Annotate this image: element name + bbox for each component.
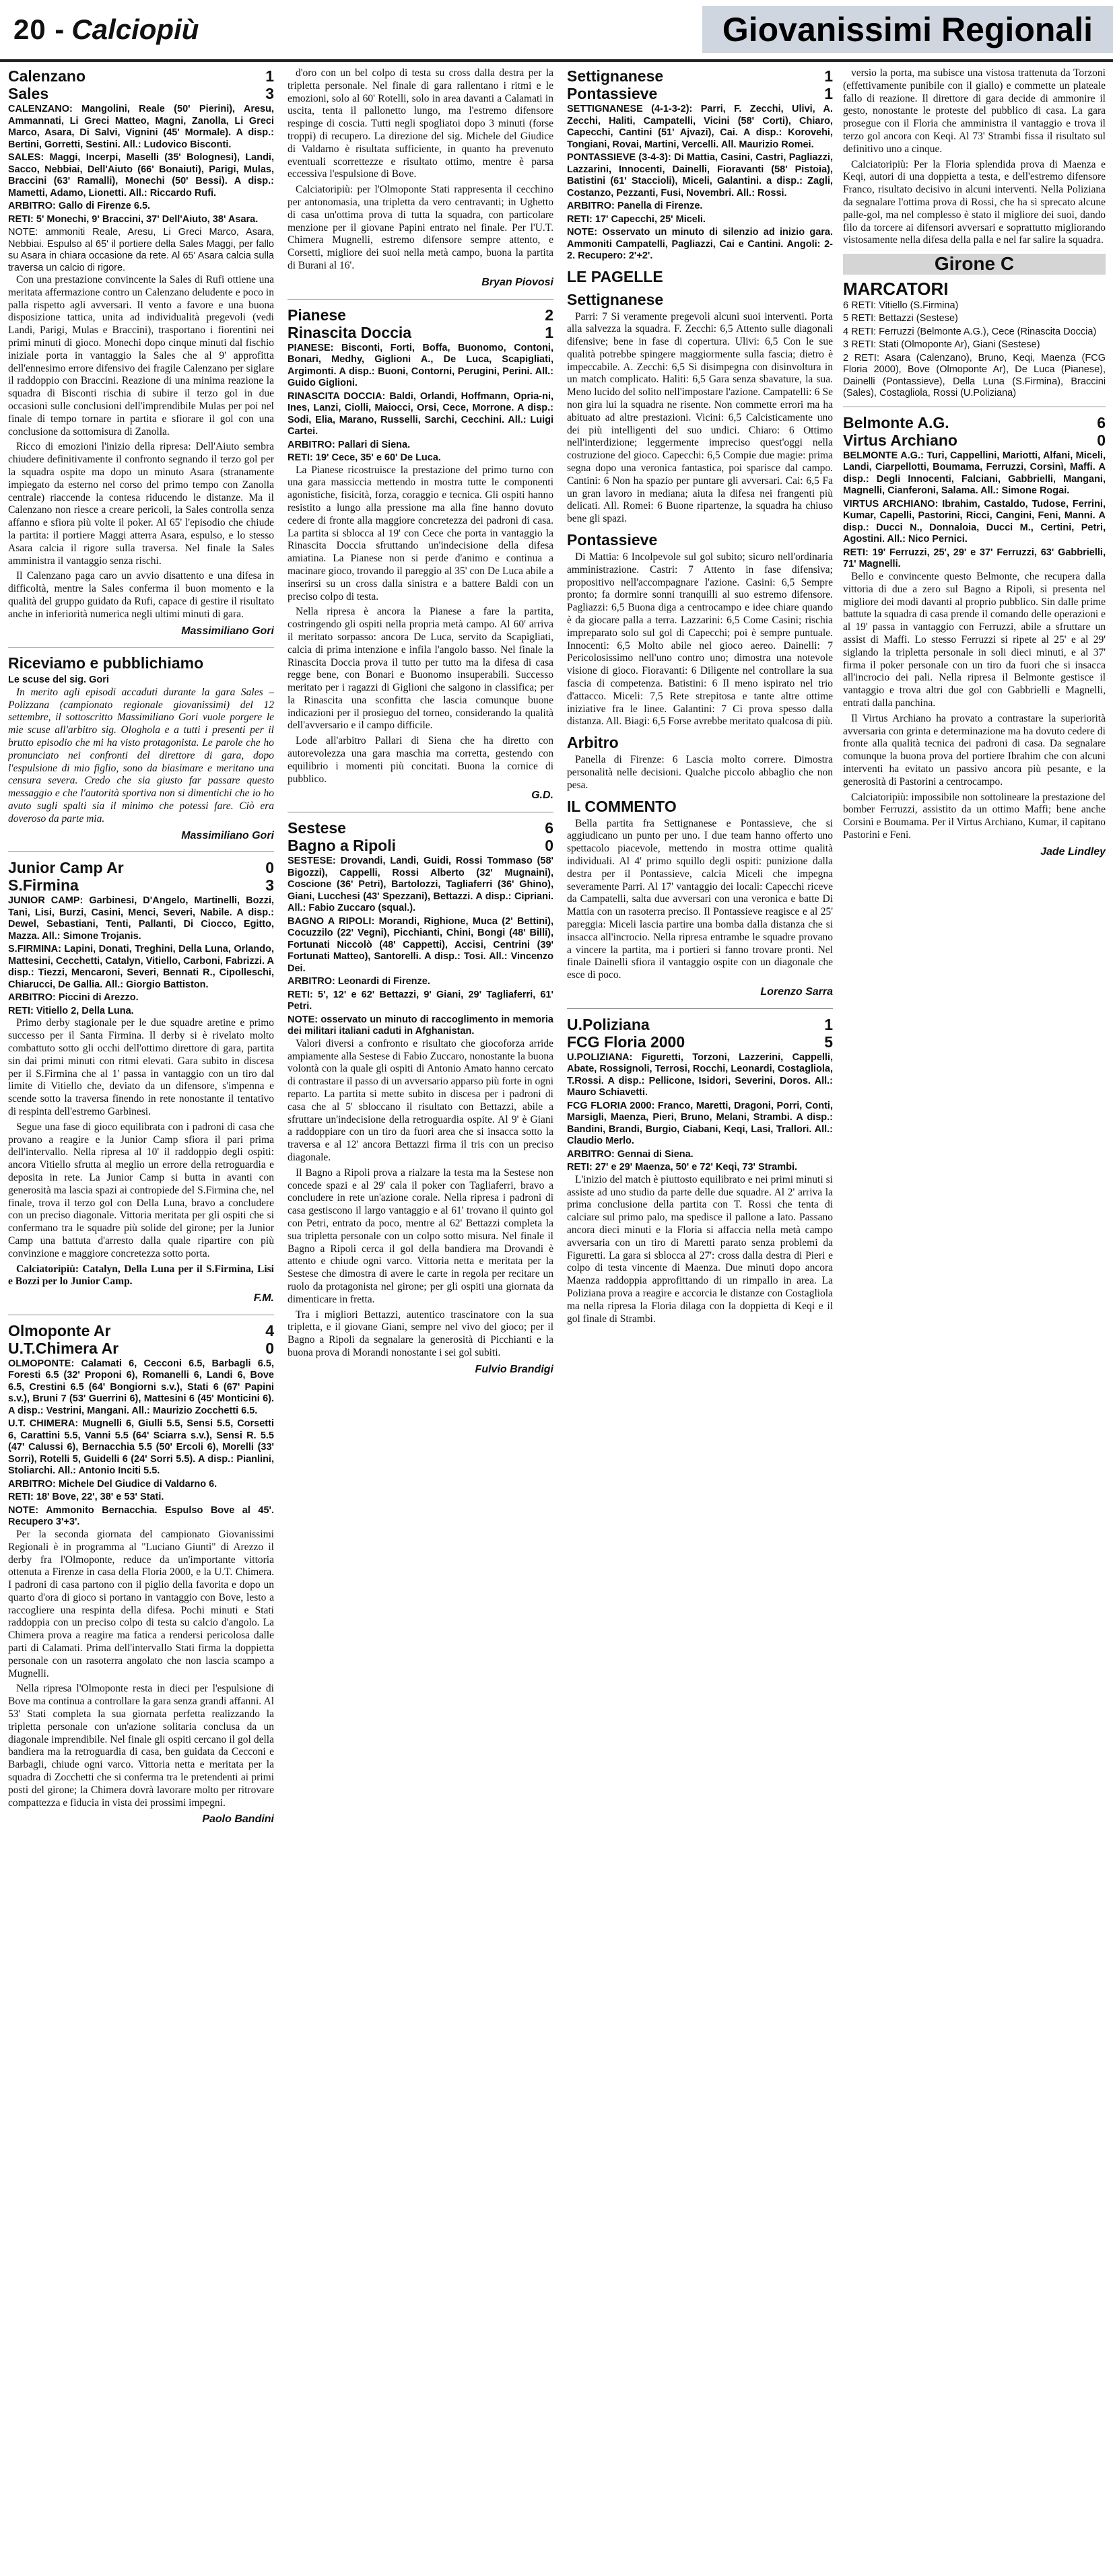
scorers-list <box>843 300 1106 400</box>
author-signature: Massimiliano Gori <box>181 829 274 841</box>
author-signature: G.D. <box>531 790 553 802</box>
article-paragraph: La Pianese ricostruisce la prestazione del primo turno con una gara massiccia mettendo in mostra tutte le componenti agonistiche, fisicità, forza, coraggio e tecnica. Gli ospiti hanno resistito a lungo alla pressione ma alla fine hanno dovuto cedere di fronte alla maggiore concretezza dei padroni di casa. La partita si sblocca al 19' con Cece che porta in vantaggio la Rinascita Doccia sfruttando un'indecisione della difesa amiatina. La Pianese non si perde d'animo e continua a macinare gioco, trovando il pareggio al 35' con De Luca abile a inserirsi su un cross dalla sinistra e a battere Baldi con un preciso colpo di testa. <box>288 464 553 602</box>
team-away: Rinascita Doccia <box>288 323 412 341</box>
score-home: 6 <box>545 819 553 837</box>
goals: RETI: Vitiello 2, Della Luna. <box>8 1005 134 1016</box>
team-home: Olmoponte Ar <box>8 1321 111 1339</box>
team-home: Pianese <box>288 306 346 324</box>
divider <box>8 851 274 852</box>
score-away: 0 <box>1097 431 1106 449</box>
team-home: Calenzano <box>8 67 86 85</box>
lineup-away: FCG FLORIA 2000: Franco, Maretti, Dragoni, Porri, Conti, Marsigli, Maenza, Pieri, Bruno, Melani, Strambi. A disp.: Bandini, Brandi, Burgio, Ciabani, Keqi, Lasi, Trallori. All.: Claudio Merlo. <box>567 1100 833 1147</box>
match-calenzano-sales <box>8 67 274 102</box>
goals: RETI: 19' Cece, 35' e 60' De Luca. <box>288 452 441 464</box>
author-signature: Massimiliano Gori <box>181 625 274 637</box>
goals: RETI: 18' Bove, 22', 38' e 53' Stati. <box>8 1492 164 1503</box>
team-ratings-heading: Pontassieve <box>567 531 658 549</box>
article-paragraph: Nella ripresa è ancora la Pianese a fare la partita, costringendo gli ospiti nella propria metà campo. Al 60' arriva il meritato sorpasso: ancora De Luca, servito da Scapigliati, calcia di prima intenzione e infila l'angolo basso. Nel finale la Rinascita Doccia prova il tutto per tutto ma la difesa di casa regge bene, con Bonari e Buonomo insuperabili. Successo meritato per i ragazzi di Giglioni che salgono in classifica; per la Rinascita una sconfitta che lascia comunque buone indicazioni per il prosieguo del torneo, considerando la qualità dell'avversario e il campo difficile. <box>288 606 553 732</box>
team-home: Belmonte A.G. <box>843 413 949 431</box>
match-pianese-doccia <box>288 306 553 341</box>
column-4 <box>843 67 1106 2565</box>
team-ratings: Di Mattia: 6 Incolpevole sul gol subito; sicuro nell'ordinaria amministrazione. Castri: 7 Attento in fase difensiva; propositivo nell'accompagnare l'azione. Casini: 6,5 Sempre pronto; fa dormire sonni tranquilli al suo estremo difensore. Pagliazzi: 6,5 Buona diga a centrocampo e idee chiare quando è da giocare palla a terra. Lazzarini: 6,5 Come Casini; rischia impreparato solo sul gol di Capecchi; poi è sempre puntuale. Innocenti: 6,5 Molto abile nel gioco aereo. Dainelli: 7 Pericolosissimo nell'uno contro uno; dimostra una notevole visione di gioco. Fioravanti: 6 Diligente nel controllare la sua fascia di competenza. Batistini: 6 Il meno ispirato nel trio d'attacco. Miceli: 7,5 Rete strepitosa e tante altre ottime iniziative fra le linee. Galantini: 7 Ci prova spesso dalla distanza. All. Biagi: 6,5 Forse avrebbe meritato qualcosa di più. <box>567 551 833 728</box>
article-paragraph: Calciatoripiù: per l'Olmoponte Stati rappresenta il cecchino per antonomasia, una tripletta da vero centravanti; in Ughetto di casa un'ottima prova di tutta la squadra, con particolare menzione per il giovane Papini entrato nel finale. Per l'U.T. Chimera Mugnelli, estremo difensore sempre attento, e Corsetti, migliore dei suoi nella metà campo, buona la partita di Burani al 16'. <box>288 184 553 271</box>
article-paragraph: Per la seconda giornata del campionato Giovanissimi Regionali è in programma al "Luciano Giunti" di Arezzo il derby fra l'Olmoponte, reduce da un'importante vittoria ottenuta a Firenze in casa della Floria 2000, e la U.T. Chimera. I padroni di casa partono con il piglio della favorita e dopo un quarto d'ora di gioco si portano in vantaggio con Bove, lesto a raccogliere una respinta della difesa. Pochi minuti e Stati raddoppia con un preciso colpo di testa su calcio d'angolo. La Chimera prova a reagire ma fatica a rendersi pericolosa dalle parti di Calamati. Prima dell'intervallo Stati firma la doppietta personale con un rasoterra angolato che non lascia scampo a Mugnelli. <box>8 1528 274 1679</box>
lineup-away: BAGNO A RIPOLI: Morandi, Righione, Muca (2' Bettini), Cocuzzilo (22' Vegni), Picchianti, Chini, Bongi (48' Billi), Fortunati Niccolò (48' Cappetti), Accisi, Centrini (39' Fortunati Matteo), Santorelli. A disp.: Tosi. All.: Vincenzo Dei. <box>288 915 553 974</box>
article-paragraph: versio la porta, ma subisce una vistosa trattenuta da Torzoni (effettivamente punibile con il giallo) e commette un plateale fallo di reazione. Il direttore di gara decide di ammonire il gesto, nonostante le proteste del pubblico di casa. La gara prosegue con il Floria che amministra il vantaggio e trova il terzo gol ancora con Keqi. Al 73' Strambi fissa il risultato sul definitivo uno a cinque. <box>843 67 1106 155</box>
score-away: 0 <box>545 837 553 855</box>
article-paragraph: Bello e convincente questo Belmonte, che recupera dalla vittoria di due a zero sul Bagno a Ripoli, si presenta nel migliore dei modi davanti al proprio pubblico. Sin dalle prime battute la squadra di casa prende il comando delle operazioni e al 19' passa in vantaggio con Ferruzzi, abile a sfruttare un assist di Maffi. Lo stesso Ferruzzi si ripete al 25' e al 29' siglando la tripletta personale in soli dieci minuti, e al 37' firma il poker personale con un tiro da fuori che si insacca all'incrocio dei pali. Nella ripresa il Belmonte gestisce il vantaggio e trova altri due gol con Gabbrielli e Magnelli, entrati dalla panchina. <box>843 570 1106 709</box>
scorers-item: 4 RETI: Ferruzzi (Belmonte A.G.), Cece (Rinascita Doccia) <box>843 326 1097 337</box>
article-paragraph: Lode all'arbitro Pallari di Siena che ha diretto con autorevolezza una gara maschia ma corretta, gestendo con equilibrio i momenti più concitati. Buona la cornice di pubblico. <box>288 735 553 785</box>
page-number: 20 - <box>13 13 65 45</box>
team-home: Junior Camp Ar <box>8 859 124 877</box>
article-paragraph: Nella ripresa l'Olmoponte resta in dieci per l'espulsione di Bove ma continua a controllare la gara senza grandi affanni. Al 53' Stati completa la sua giornata perfetta realizzando la tripletta personale con un'azione solitaria conclusa da un diagonale imprendibile. Nel finale gli ospiti cercano il gol della bandiera ma la retroguardia di casa, ben guidata da Cecconi e Barbagli, chiude ogni varco. Vittoria netta e meritata per la squadra di Zocchetti che si conferma tra le pretendenti ai primi posti del girone; la Chimera dovrà lavorare molto per ritrovare compattezza e fiducia in vista dei prossimi impegni. <box>8 1683 274 1809</box>
box-lead: Le scuse del sig. Gori <box>8 674 109 686</box>
match-olmoponte-chimera <box>8 1322 274 1357</box>
divider <box>8 647 274 648</box>
article-paragraph: Valori diversi a confronto e risultato che giocoforza arride ampiamente alla Sestese di Fabio Zuccaro, nonostante la buona volontà con la quale gli ospiti di Antonio Amato hanno cercato di contrastare il passo di un avversario apparso più forte in ogni reparto. La partita si mette subito in discesa per i padroni di casa che al 5' sbloccano il risultato con Bettazzi, abile a sfruttare un'indecisione della retroguardia ospite. Al 9' è Giani a raddoppiare con un tiro da fuori area che si insacca sotto la traversa e al 12' ancora Bettazzi firma il tris con un preciso diagonale. <box>288 1037 553 1163</box>
article-columns <box>8 67 1106 2571</box>
comment-heading: IL COMMENTO <box>567 797 677 815</box>
lineup-home: U.POLIZIANA: Figuretti, Torzoni, Lazzerini, Cappelli, Abate, Rossignoli, Terrosi, Rocchi, Leonardi, Costagliola, T.Rossi. A disp.: Pellicone, Isidori, Severini, Doros. All.: Mauro Schiavetti. <box>567 1051 833 1099</box>
lineup-away: SALES: Maggi, Incerpi, Maselli (35' Bolognesi), Landi, Sacco, Nebbiai, Dell'Aiuto (66' Bonaiuti), Parigi, Mulas, Braccini (63' Ramalli), Monechi (50' Bessi). A disp.: Mametti, Adamo, Lionetti. All.: Riccardo Rufi. <box>8 152 274 199</box>
referee: ARBITRO: Gennai di Siena. <box>567 1148 694 1160</box>
scorers-item: 6 RETI: Vitiello (S.Firmina) <box>843 300 959 311</box>
score-away: 3 <box>265 85 274 102</box>
referee: ARBITRO: Piccini di Arezzo. <box>8 992 139 1004</box>
match-notes: NOTE: ammoniti Reale, Aresu, Li Greci Marco, Asara, Nebbiai. Espulso al 65' il portiere della Sales Maggi, per fallo su Asara in chiara occasione da rete. Al 65' Asara calcia sulla traversa un calcio di rigore. <box>8 227 274 273</box>
match-belmonte-archiano <box>843 414 1106 449</box>
team-home: U.Poliziana <box>567 1015 650 1033</box>
scorers-item: 3 RETI: Stati (Olmoponte Ar), Giani (Sestese) <box>843 339 1040 351</box>
article-paragraph: Il Bagno a Ripoli prova a rialzare la testa ma la Sestese non concede spazi e al 29' cala il poker con Tagliaferri, bravo a concludere in rete un'azione corale. Nella ripresa i padroni di casa gestiscono il largo vantaggio e al 61' trovano il quinto gol con Petri, entrato da poco, mentre al 62' Bettazzi completa la sua tripletta personale con un colpo sotto misura. Nel finale il Bagno a Ripoli cerca il gol della bandiera ma Drovandi è attento e chiude ogni varco. Vittoria netta e meritata per la Sestese che dimostra di avere le carte in regola per recitare un ruolo da protagonista nel girone; per gli ospiti una giornata da dimenticare in fretta. <box>288 1167 553 1305</box>
referee: ARBITRO: Panella di Firenze. <box>567 201 703 211</box>
score-home: 0 <box>265 859 274 877</box>
team-ratings: Parri: 7 Si veramente pregevoli alcuni suoi interventi. Porta alla salvezza la squadra. F. Zecchi: 6,5 Attento sulle diagonali difensive; bene in fase di copertura. Ulivi: 6,5 Con le sue qualità potrebbe spingere maggiormente sulla fascia; dietro è impeccabile. A. Zecchi: 6,5 Si disimpegna con disinvoltura in un match complicato. Haliti: 6,5 Gara senza sbavature, la sua. Meno lucido del solito nell'impostare l'azione. Campatelli: 6 Se non gira lui la squadra ne risente. Non commette errori ma ha abituato ad altre prestazioni. Vicini: 6,5 Calcisticamente uno dei più intelligenti del suo undici. Chiaro: 6 Ottimo nell'interdizione; leggermente impreciso quest'oggi nella costruzione del gioco. Capecchi: 6,5 Compie due magie: prima segna dopo una veronica fantastica, poi sparisce dal campo. Cantini: 6 Non ha spazio per puntare gli avversari. Cai: 6,5 Fa un gran lavoro in mediana; aiuta la difesa nei frangenti più delicati. All. Romei: 6 Buone ripartenze, la squadra ha chiuso bene gli spazi. <box>567 310 833 525</box>
team-home: Settignanese <box>567 67 664 85</box>
score-home: 1 <box>824 67 833 85</box>
team-away: Bagno a Ripoli <box>288 837 396 855</box>
author-signature: Lorenzo Sarra <box>760 985 833 998</box>
divider <box>288 299 553 300</box>
lineup-away: RINASCITA DOCCIA: Baldi, Orlandi, Hoffmann, Opria-ni, Ines, Lanzi, Ciolli, Maiocci, Orsi, Cece, Morrone. A disp.: Sodi, Elia, Marano, Russelli, Sarchi, Cecchini. All.: Luigi Cartei. <box>288 390 553 438</box>
article-paragraph: L'inizio del match è piuttosto equilibrato e nei primi minuti si assiste ad uno studio da parte delle due squadre. Al 2' arriva la prima conclusione della partita con T. Rossi che tenta di calciare sul primo palo, ma spedisce il pallone a lato. Passano ancora dieci minuti e la Floria si affaccia nella metà campo avversaria con un tiro di Maretti parato senza problemi da Figuretti. La gara si sblocca al 27': cross dalla destra di Pieri e colpo di testa vincente di Maenza. Due minuti dopo ancora Maenza raddoppia approfittando di un rimpallo in area. La Poliziana prova a reagire e accorcia le distanze con Costagliola ma nella ripresa la Floria dilaga con la doppietta di Keqi e il gol finale di Strambi. <box>567 1173 833 1325</box>
pagelle-heading: LE PAGELLE <box>567 267 663 285</box>
lineup-away: S.FIRMINA: Lapini, Donati, Treghini, Della Luna, Orlando, Mattesini, Cecchetti, Catalyn, Vitiello, Carboni, Fabrizzi. A disp.: Tiezzi, Mencaroni, Severi, Bennati R., Cipolleschi, Chiarucci, De Gallia. All.: Giorgio Battiston. <box>8 944 274 990</box>
lineup-home: SESTESE: Drovandi, Landi, Guidi, Rossi Tommaso (58' Bigozzi), Cappelli, Rossi Alberto (32' Mugnaini), Coscione (36' Petri), Bartolozzi, Tagliaferri (36' Ghino), Giani, Lucchesi (43' Spezzani), Bettazzi. A disp.: Cipriani. All.: Fabio Zuccaro (squal.). <box>288 856 553 914</box>
score-away: 0 <box>265 1339 274 1357</box>
referee: ARBITRO: Leonardi di Firenze. <box>288 976 430 987</box>
lineup-home: BELMONTE A.G.: Turi, Cappellini, Mariotti, Alfani, Miceli, Landi, Ciarpellotti, Boumama, Ferruzzi, Corsinì, Maffi. A disp.: Degli Innocenti, Falciani, Gabbrielli, Mangani, Magnelli, Cianferoni, Salama. All.: Simone Rogai. <box>843 450 1106 497</box>
match-notes: NOTE: Osservato un minuto di silenzio ad inizio gara. Ammoniti Campatelli, Pagliazzi, Cai e Cantini. Angoli: 2-2. Recupero: 2'+2'. <box>567 227 833 261</box>
marcatori-heading: MARCATORI <box>843 278 949 299</box>
section-name: Calciopiù <box>71 13 199 45</box>
score-away: 1 <box>824 85 833 102</box>
goals: RETI: 19' Ferruzzi, 25', 29' e 37' Ferruzzi, 63' Gabbrielli, 71' Magnelli. <box>843 547 1106 570</box>
box-paragraph: In merito agli episodi accaduti durante la gara Sales – Polizzana (campionato regionale giovanissimi) del 12 settembre, il sottoscritto Massimiliano Gori vuole porgere le mie scuse all'arbitro sig. Ologhola e a tutti i presenti per il brutto episodio che mi ha visto protagonista. Le parole che ho pronunciato nei confronti del direttore di gara, dopo l'espulsione di mio figlio, sono da biasimare e meritano una censura severa. Credo che sia giusto far passare questo messaggio e che l'autorità sportiva non si dimentichi che io ho avuto sugli spalti sia il minimo che potessi fare. Ciò era doveroso da parte mia. <box>8 686 274 825</box>
scorers-item: 5 RETI: Bettazzi (Sestese) <box>843 313 958 324</box>
column-3 <box>567 67 833 2565</box>
score-away: 3 <box>265 876 274 895</box>
article-paragraph: Ricco di emozioni l'inizio della ripresa: Dell'Aiuto sembra chiudere definitivamente il confronto segnando il terzo gol per la squadra ospite ma dopo un minuto Asara (stranamente impiegato da esterno nel corso del primo tempo con Zanolla centrale) riaccende la contesa riducendo le distanze. Ma il Calenzano non riesce a creare pericoli, la Sales controlla senza affanno e sfiora più volte il poker. Al 65' l'episodio che chiude la partita: il portiere Maggi atterra Asara, espulso, e lo stesso Asara calcia il rigore sulla traversa. Nel finale la Sales amministra il vantaggio senza rischi. <box>8 441 274 567</box>
author-signature: Bryan Piovosi <box>481 276 553 288</box>
author-signature: Jade Lindley <box>1040 845 1106 858</box>
score-home: 6 <box>1097 413 1106 431</box>
goals: RETI: 5', 12' e 62' Bettazzi, 9' Giani, 29' Tagliaferri, 61' Petri. <box>288 989 553 1012</box>
box-title: Riceviamo e pubblichiamo <box>8 654 204 672</box>
lineup-home: JUNIOR CAMP: Garbinesi, D'Angelo, Martinelli, Bozzi, Tani, Lisi, Burzi, Casini, Menci, Severi, Nabile. A disp.: Dewel, Sebastiani, Tenti, Pallanti, Di Ciocco, Egitto, Mazza. All.: Simone Trojanis. <box>8 895 274 942</box>
article-paragraph: Tra i migliori Bettazzi, autentico trascinatore con la sua tripletta, e il giovane Giani, sempre nel vivo del gioco; per il Bagno a Ripoli da segnalare la generosità di Picchianti e la buona prova di Morandi nonostante i sei gol subiti. <box>288 1309 553 1358</box>
scorers-item: 2 RETI: Asara (Calenzano), Bruno, Keqi, Maenza (FCG Floria 2000), Bove (Olmoponte Ar), De Luca (Pianese), Dainelli (Pontassieve), Della Luna (S.Firmina), Braccini (Sales), Costagliola, Rossi (U.Poliziana) <box>843 352 1106 399</box>
team-ratings-heading: Settignanese <box>567 290 664 308</box>
lineup-away: VIRTUS ARCHIANO: Ibrahim, Castaldo, Tudose, Ferrini, Kumar, Capelli, Pastorini, Ricci, Cangini, Feni, Manni. A disp.: Ducci N., Donnaloia, Ducci M., Certini, Petri, Agostini. All.: Nico Pernici. <box>843 498 1106 545</box>
author-signature: F.M. <box>253 1292 274 1304</box>
goals: RETI: 5' Monechi, 9' Braccini, 37' Dell'Aiuto, 38' Asara. <box>8 213 259 225</box>
team-away: Virtus Archiano <box>843 431 957 449</box>
column-2 <box>288 67 553 2565</box>
player-ratings: Calciatoripiù: Per la Floria splendida prova di Maenza e Keqi, autori di una doppietta a testa, e dell'estremo difensore Franco, risultato decisivo in alcuni interventi. Nella Poliziana da segnalare l'ottima prova di Rossi, che ha sì sprecato alcune palle-gol, ma nel complesso è stato il migliore dei suoi, dando filo da torcere ai difensori avversari e soprattutto migliorando vistosamente nella difesa della palla e nel far salire la squadra. <box>843 158 1106 246</box>
page-header <box>0 0 1113 62</box>
article-paragraph: Bella partita fra Settignanese e Pontassieve, che si aggiudicano un punto per uno. I due team hanno offerto uno spettacolo piacevole, mettendo in mostra ottime qualità individuali. Al 4' primo squillo degli ospiti: punizione dalla destra per il Pontassieve, calcia Miceli che impegna severamente Parri. Al 17' vantaggio dei locali: Capecchi riceve da Campatelli, salta due avversari con una veronica e batte Di Mattia con un rasoterra preciso. Il Pontassieve reagisce e al 25' pareggia: Miceli lascia partire una bomba dalla distanza che si insacca all'incrocio. Nella ripresa entrambe le squadre provano a vincere la partita, ma i portieri si fanno trovare pronti. Nel finale Dainelli sfiora il vantaggio ospite con un diagonale che esce di poco. <box>567 817 833 981</box>
score-home: 1 <box>265 67 274 85</box>
player-ratings: Calciatoripiù: impossibile non sottolineare la prestazione del bomber Ferruzzi, assistito da un ottimo Maffi; bene anche Corsinì e Boumama. Per il Virtus Archiano, Kumar, il capitano Pastorini e Feni. <box>843 791 1106 841</box>
score-home: 4 <box>265 1321 274 1339</box>
team-home: Sestese <box>288 819 346 837</box>
match-notes: NOTE: osservato un minuto di raccoglimento in memoria dei militari italiani caduti in Afghanistan. <box>288 1014 553 1037</box>
article-paragraph: Primo derby stagionale per le due squadre aretine e primo successo per il Santa Firmina. Il derby si è rivelato molto combattuto sotto gli occhi dell'ottimo direttore di gara, partita sin dai primi minuti con ritmi elevati. Gara subito in discesa per il S.Firmina che al 1' passa in vantaggio con un tiro dal limite di Vitiello che, deviato da un difensore, s'impenna e scende sotto la traversa finendo in rete nonostante il tentativo di respinta dell'estremo Garbinesi. <box>8 1017 274 1117</box>
team-away: S.Firmina <box>8 876 79 895</box>
divider <box>567 1008 833 1009</box>
match-sestese-bagno <box>288 819 553 854</box>
referee: ARBITRO: Michele Del Giudice di Valdarno 6. <box>8 1478 217 1490</box>
referee: ARBITRO: Gallo di Firenze 6.5. <box>8 201 151 211</box>
lineup-away: U.T. CHIMERA: Mugnelli 6, Giulli 5.5, Sensi 5.5, Corsetti 6, Carattini 5.5, Vanni 5.5 (64' Sciarra s.v.), Sensi R. 5.5 (47' Calussi 6), Bernacchia 5.5 (50' Ercoli 6), Morelli (33' Sorri), Rotelli 5, Guidelli 6 (24' Sorri 5.5). A disp.: Pianlini, Stoliarchi. All.: Antonio Inciti 5.5. <box>8 1418 274 1477</box>
referee-rating: Panella di Firenze: 6 Lascia molto correre. Dimostra personalità nelle decisioni. Qualche piccolo abbaglio che non pesa. <box>567 754 833 791</box>
score-home: 2 <box>545 306 553 324</box>
lineup-home: OLMOPONTE: Calamati 6, Cecconi 6.5, Barbagli 6.5, Foresti 6.5 (32' Proponi 6), Romanelli 6, Landi 6, Bove 6.5, Crestini 6.5 (64' Bongiorni s.v.), Stati 6 (67' Papini s.v.), Bruni 7 (53' Guerrini 6), Mattesini 6 (45' Monticini 6). A disp.: Vestrini, Mangani. All.: Maurizio Zocchetti 6.5. <box>8 1358 274 1416</box>
lineup-home: SETTIGNANESE (4-1-3-2): Parri, F. Zecchi, Ulivi, A. Zecchi, Haliti, Campatelli, Vicini (58' Corti), Chiaro, Capecchi, Cantini (51' Ajvazi), Cai. A disp.: Korovehi, Tongiani, Rovai, Martini, Vercelli. All. Maurizio Romei. <box>567 104 833 150</box>
score-away: 1 <box>545 323 553 341</box>
header-left <box>0 13 199 46</box>
lineup-home: PIANESE: Bisconti, Forti, Boffa, Buonomo, Contoni, Bonari, Medhy, Giglioni A., De Luca, Scapigliati, Argimonti. A disp.: Buoni, Contorni, Perugini, Perini. All.: Guido Giglioni. <box>288 342 553 389</box>
goals: RETI: 17' Capecchi, 25' Miceli. <box>567 213 706 225</box>
article-paragraph: Segue una fase di gioco equilibrata con i padroni di casa che provano a reagire e la Junior Camp sfiora il pari prima dell'intervallo. Nella ripresa al 10' il raddoppio degli ospiti: ancora Vitiello sfrutta al meglio un errore della retroguardia e deposita in rete. La Junior Camp si butta in avanti con generosità ma lascia spazi ai contropiede del S.Firmina che, nel finale, trova il terzo gol con Della Luna, bravo a concludere con un preciso diagonale. Vittoria meritata per gli ospiti che si confermano tra le squadre più solide del girone; per la Junior Camp una battuta d'arresto dalla quale ripartire con più convinzione e maggiore concretezza sotto porta. <box>8 1121 274 1259</box>
goals: RETI: 27' e 29' Maenza, 50' e 72' Keqi, 73' Strambi. <box>567 1162 798 1173</box>
page-title: Giovanissimi Regionali <box>702 6 1113 53</box>
lineup-home: CALENZANO: Mangolini, Reale (50' Pierini), Aresu, Ammannati, Li Greci Matteo, Magni, Zanolla, Li Greci Marco, Asara, Di Salvi, Vignini (45' Mormale). A disp.: Bertini, Gorretti, Sestini. All.: Ludovico Bisconti. <box>8 104 274 150</box>
score-home: 1 <box>824 1015 833 1033</box>
referee-heading: Arbitro <box>567 734 619 752</box>
match-settignanese-pontassieve <box>567 67 833 102</box>
author-signature: Paolo Bandini <box>202 1813 274 1825</box>
lineup-away: PONTASSIEVE (3-4-3): Di Mattia, Casini, Castri, Pagliazzi, Lazzarini, Innocenti, Dainelli, Fioravanti (58' Pistoia), Batistini (61' Staccioli), Miceli, Galantini. a disp.: Zagli, Costanzo, Pezzanti, Fusi, Novembri. All.: Rossi. <box>567 152 833 199</box>
article-paragraph: Con una prestazione convincente la Sales di Rufi ottiene una meritata affermazione contro un Calenzano deludente e poco in palla rispetto agli avversari. Il vento a favore e una buona disposizione tattica, unita ad individualità pregevoli (vedi Landi, Parigi, Mulas e Braccini), trasportano i fiorentini nei primi minuti di gioco. Monechi dopo cinque minuti dal fischio iniziale porta in vantaggio la Sales che al 9' approfitta dell'ennesimo errore difensivo dei fragile Calenzano per siglare il raddoppio con Braccini. Reazione di una minima reazione la squadra di Bisconti rischia di subire il terzo gol in due occasioni sulle conclusioni dell'imprendibile Mulas per poi nel finale di tempo tornare in partita e sfiorare il gol con una conclusione da sottomisura di Zanolla. <box>8 274 274 438</box>
match-poliziana-floria <box>567 1016 833 1051</box>
team-away: Sales <box>8 85 49 102</box>
team-away: FCG Floria 2000 <box>567 1033 685 1051</box>
referee: ARBITRO: Pallari di Siena. <box>288 439 411 450</box>
team-away: U.T.Chimera Ar <box>8 1339 119 1357</box>
score-away: 5 <box>824 1033 833 1051</box>
team-away: Pontassieve <box>567 85 658 102</box>
player-ratings: Calciatoripiù: Catalyn, Della Luna per il S.Firmina, Lisi e Bozzi per lo Junior Camp. <box>8 1263 274 1288</box>
author-signature: Fulvio Brandigi <box>475 1363 553 1375</box>
match-junior-firmina <box>8 859 274 894</box>
girone-heading: Girone C <box>843 254 1106 275</box>
column-1 <box>8 67 274 2565</box>
article-paragraph: Il Virtus Archiano ha provato a contrastare la superiorità avversaria con grinta e determinazione ma ha dovuto cedere di fronte alla qualità tecnica dei padroni di casa. Da segnalare comunque la buona prova del portiere Ibrahim che con alcuni interventi ha evitato un passivo ancora più pesante, e la generosità di Pastorini a centrocampo. <box>843 712 1106 788</box>
match-notes: NOTE: Ammonito Bernacchia. Espulso Bove al 45'. Recupero 3'+3'. <box>8 1504 274 1528</box>
article-paragraph: Il Calenzano paga caro un avvio disattento e una difesa in difficoltà, mentre la Sales conferma il buon momento e la qualità del gruppo guidato da Rufi, capace di gestire il risultato anche in inferiorità numerica negli ultimi minuti di gara. <box>8 570 274 620</box>
article-paragraph: d'oro con un bel colpo di testa su cross dalla destra per la tripletta personale. Nel finale di gara rallentano i ritmi e le emozioni, solo al 60' Rotelli, solo in area davanti a Calamati in uscita, tenta il pallonetto lungo, ma l'estremo difensore respinge di coscia. Tutti negli spogliatoi dopo 3 minuti (forse troppi) di recupero. La direzione del sig. Michele del Giudice di Valdarno è risultata sufficiente, in quanto ha prevenuto eventuali scorrettezze e risultato ottimo, mentre è parsa eccessiva l'espulsione di Bove. <box>288 67 553 180</box>
